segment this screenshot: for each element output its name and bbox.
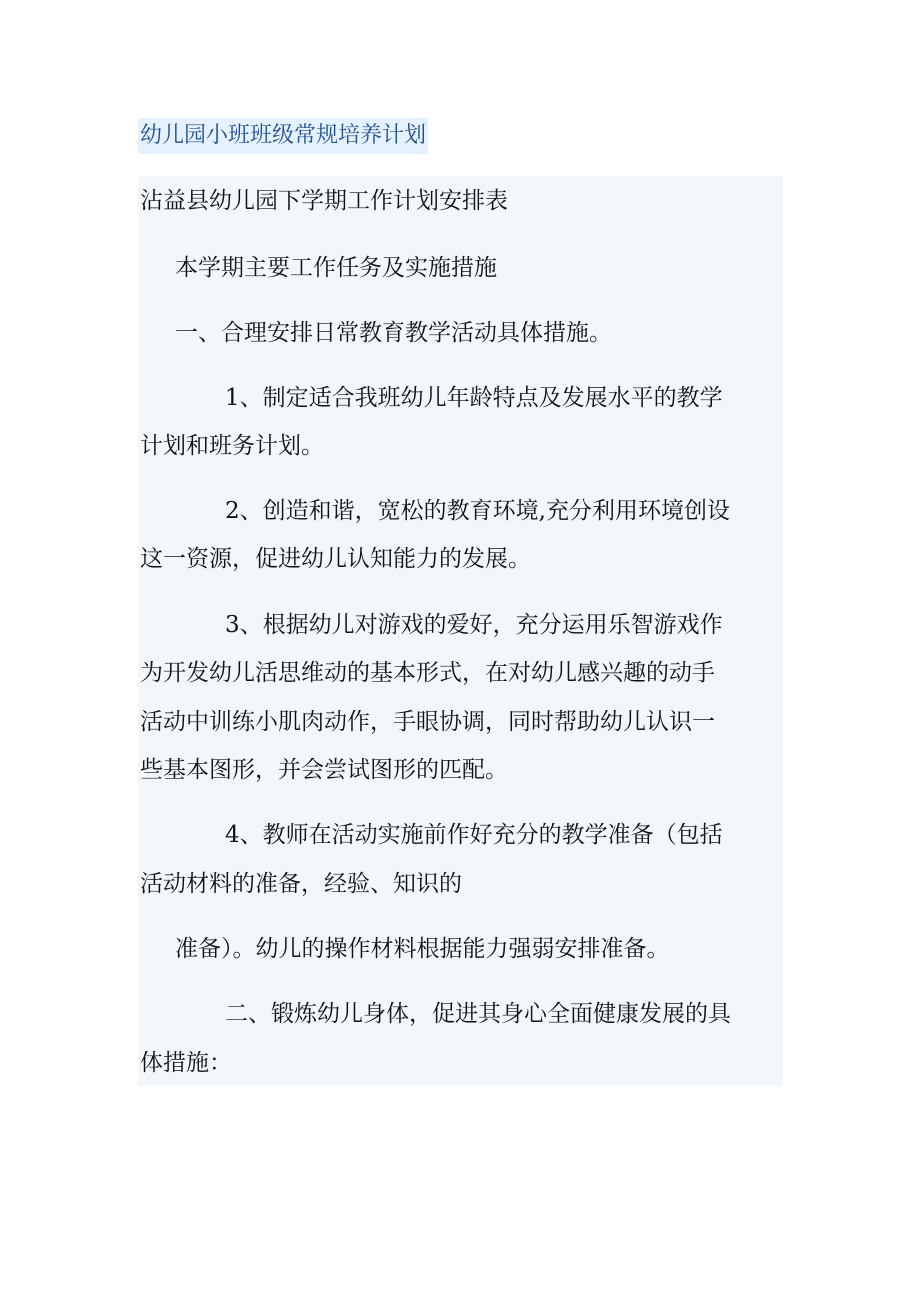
document-title: 幼儿园小班班级常规培养计划 — [138, 118, 428, 154]
paragraph-line: 为开发幼儿活思维动的基本形式，在对幼儿感兴趣的动手 — [140, 660, 715, 686]
paragraph-line: 3、根据幼儿对游戏的爱好，充分运用乐智游戏作 — [225, 612, 723, 638]
paragraph-line: 活动中训练小肌肉动作，手眼协调，同时帮助幼儿认识一 — [140, 709, 715, 735]
paragraph-line: 体措施： — [140, 1050, 232, 1076]
paragraph-line: 这一资源，促进幼儿认知能力的发展。 — [140, 546, 531, 572]
section-heading: 本学期主要工作任务及实施措施 — [175, 255, 497, 281]
paragraph-line: 计划和班务计划。 — [140, 433, 324, 459]
paragraph-line: 2、创造和谐，宽松的教育环境,充分利用环境创设 — [225, 498, 730, 524]
paragraph-line: 1、制定适合我班幼儿年龄特点及发展水平的教学 — [225, 385, 723, 411]
paragraph-line: 4、教师在活动实施前作好充分的教学准备（包括 — [225, 822, 723, 848]
paragraph-line: 准备）。幼儿的操作材料根据能力强弱安排准备。 — [175, 936, 670, 962]
paragraph-line: 活动材料的准备，经验、知识的 — [140, 871, 462, 897]
document-body — [138, 176, 783, 1086]
paragraph-line: 些基本图形，并会尝试图形的匹配。 — [140, 757, 508, 783]
section-heading: 一、合理安排日常教育教学活动具体措施。 — [175, 320, 612, 346]
section-heading: 二、锻炼幼儿身体，促进其身心全面健康发展的具 — [225, 1001, 731, 1027]
subtitle: 沾益县幼儿园下学期工作计划安排表 — [140, 188, 508, 214]
